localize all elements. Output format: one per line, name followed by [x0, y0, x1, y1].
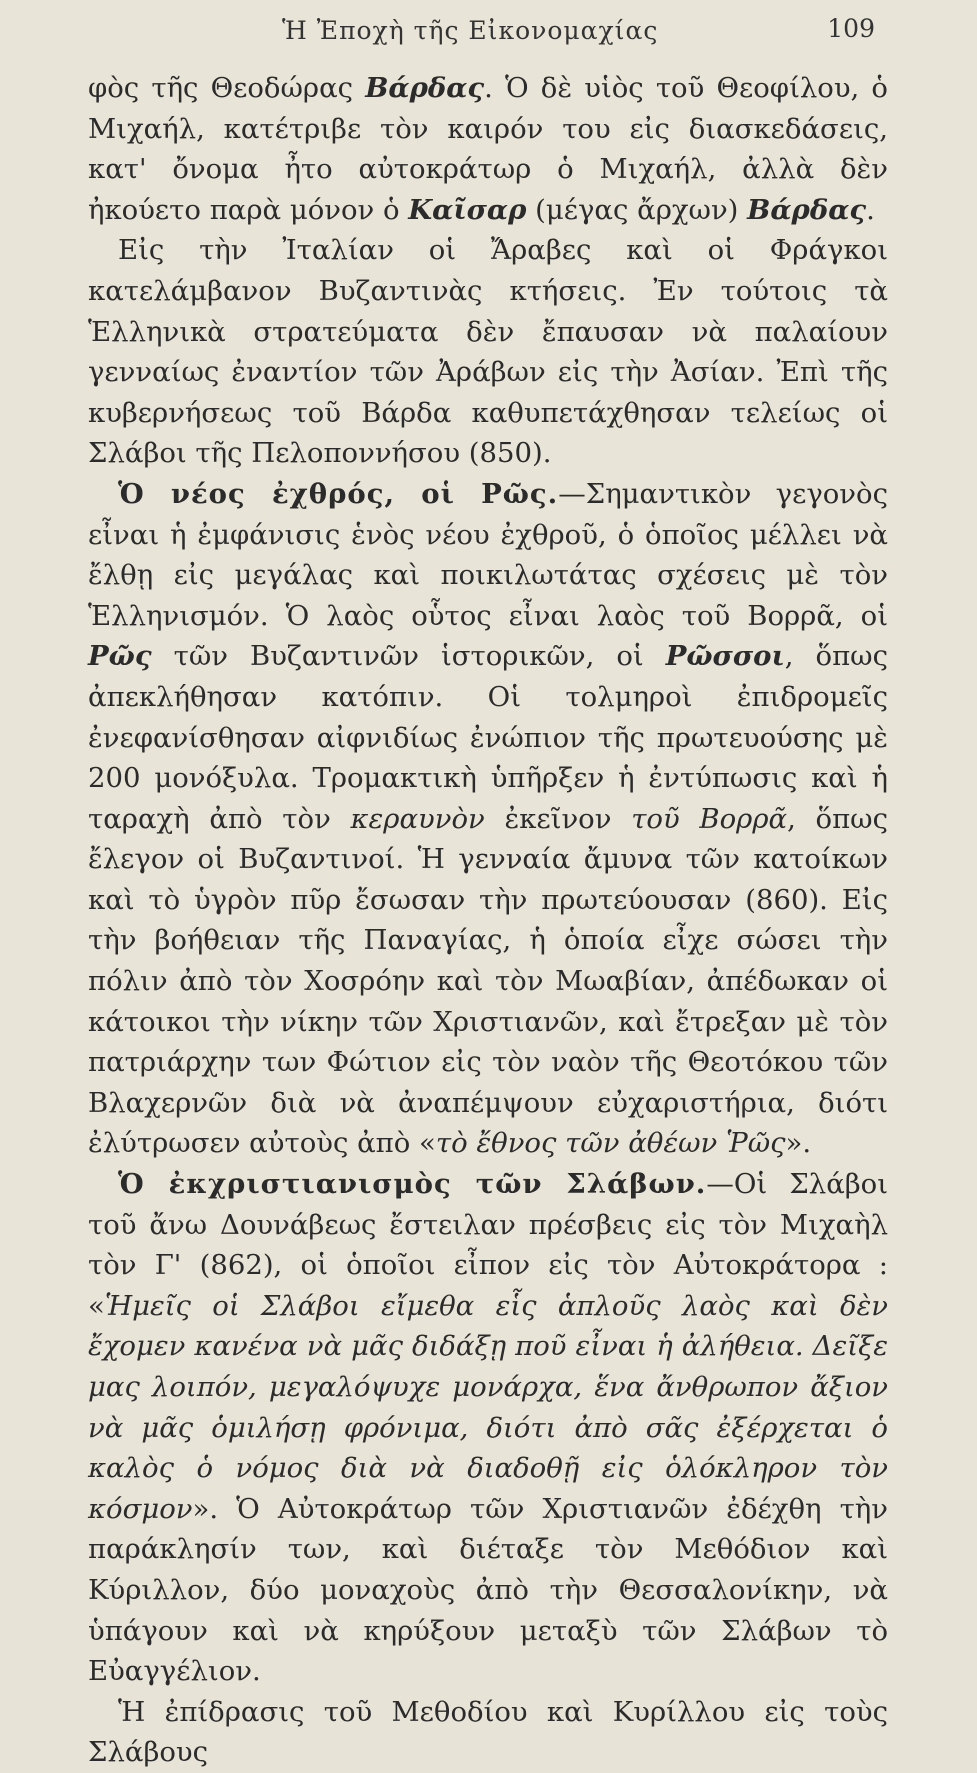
italic-phrase: τὸ ἔθνος τῶν ἀθέων Ῥῶς — [435, 1127, 786, 1160]
text-run: ». Ὁ Αὐτοκράτωρ τῶν Χριστιανῶν ἐδέχθη τὴν παράκλησίν των, καὶ διέταξε τὸν Μεθόδιον καὶ Κύριλλον, δύο μοναχοὺς ἀπὸ τὴν Θεσσαλονίκην, νὰ ὑπάγουν καὶ νὰ κηρύξουν μεταξὺ τῶν Σλάβων τὸ Εὐαγγέλιον. — [88, 1492, 888, 1688]
running-title: Ἡ Ἐποχὴ τῆς Εἰκονομαχίας — [282, 16, 659, 45]
italic-quote: Ἡμεῖς οἱ Σλάβοι εἴμεθα εἷς ἁπλοῦς λαὸς καὶ δὲν ἔχομεν κανένα νὰ μᾶς διδάξῃ ποῦ εἶναι ἡ ἀλήθεια. Δεῖξε μας λοιπόν, μεγαλόψυχε μονάρχα, ἕνα ἄνθρωπον ἄξιον νὰ μᾶς ὁμιλήσῃ φρόνιμα, διότι ἀπὸ σᾶς ἐξέρχεται ὁ καλὸς ὁ νόμος διὰ νὰ διαδοθῇ εἰς ὁλόκληρον τὸν κόσμον — [88, 1289, 888, 1525]
emphasis-name: Βάρδας — [365, 72, 485, 104]
emphasis-name: Βάρδας — [747, 193, 867, 226]
text-run: , ὅπως ἀπεκλήθησαν κατόπιν. Οἱ τολμηροὶ ἐπιδρομεῖς ἐνεφανίσθησαν αἰφνιδίως ἐνώπιον τῆς πρωτευούσης μὲ 200 μονόξυλα. Τρομακτικὴ ὑπῆρξεν ἡ ἐντύπωσις καὶ ἡ ταραχὴ ἀπὸ τὸν — [88, 640, 888, 835]
section-heading-slavs: Ὁ ἐκχριστιανισμὸς τῶν Σλάβων. — [118, 1168, 707, 1201]
italic-phrase: τοῦ Βορρᾶ — [631, 802, 788, 835]
italic-phrase: κεραυνὸν — [350, 802, 485, 835]
emphasis-name: Ρῶσσοι — [665, 640, 785, 673]
text-run: ». — [785, 1127, 812, 1160]
paragraph-rus — [88, 474, 888, 1164]
text-run: . — [866, 193, 875, 226]
paragraph-italy-asia: Εἰς τὴν Ἰταλίαν οἱ Ἄραβες καὶ οἱ Φράγκοι κατελάμβανον Βυζαντινὰς κτήσεις. Ἐν τούτοις τὰ Ἑλληνικὰ στρατεύματα δὲν ἔπαυσαν νὰ παλαίουν γενναίως ἐναντίον τῶν Ἀράβων εἰς τὴν Ἀσίαν. Ἐπὶ τῆς κυβερνήσεως τοῦ Βάρδα καθυπετάχθησαν τελείως οἱ Σλάβοι τῆς Πελοποννήσου (850). — [88, 234, 888, 470]
text-run: (μέγας ἄρχων) — [526, 193, 748, 226]
paragraph-vardas — [88, 68, 888, 230]
section-heading-rus: Ὁ νέος ἐχθρός, οἱ Ρῶς. — [118, 477, 559, 510]
paragraph-slavs — [88, 1164, 888, 1692]
text-run: . Ὁ δὲ υἱὸς τοῦ Θεοφίλου, ὁ Μιχαήλ, κατέτριβε τὸν καιρόν του εἰς διασκεδάσεις, κατ' ὄνομα ἦτο αὐτοκράτωρ ὁ Μιχαήλ, ἀλλὰ δὲν ἠκούετο παρὰ μόνον ὁ — [88, 72, 888, 226]
text-run: φὸς τῆς Θεοδώρας — [88, 72, 366, 104]
paragraph-influence: Ἡ ἐπίδρασις τοῦ Μεθοδίου καὶ Κυρίλλου εἰς τοὺς Σλάβους — [88, 1695, 888, 1769]
text-run: —Σημαντικὸν γεγονὸς εἶναι ἡ ἐμφάνισις ἑνὸς νέου ἐχθροῦ, ὁ ὁποῖος μέλλει νὰ ἔλθῃ εἰς μεγάλας καὶ ποικιλωτάτας σχέσεις μὲ τὸν Ἑλληνισμόν. Ὁ λαὸς οὗτος εἶναι λαὸς τοῦ Βορρᾶ, οἱ — [88, 477, 888, 632]
emphasis-name: Καῖσαρ — [408, 193, 527, 226]
emphasis-name: Ρῶς — [88, 640, 152, 673]
text-run: —Οἱ Σλάβοι τοῦ ἄνω Δουνάβεως ἔστειλαν πρέσβεις εἰς τὸν Μιχαὴλ τὸν Γ' (862), οἱ ὁποῖοι εἶπον εἰς τὸν Αὐτοκράτορα : « — [88, 1168, 888, 1322]
text-run: τῶν Βυζαντινῶν ἱστορικῶν, οἱ — [151, 640, 666, 673]
text-run: ἐκεῖνον — [484, 802, 632, 835]
text-run: , ὅπως ἔλεγον οἱ Βυζαντινοί. Ἡ γενναία ἄμυνα τῶν κατοίκων καὶ τὸ ὑγρὸν πῦρ ἔσωσαν τὴν πρωτεύουσαν (860). Εἰς τὴν βοήθειαν τῆς Παναγίας, ἡ ὁποία εἶχε σώσει τὴν πόλιν ἀπὸ τὸν Χοσρόην καὶ τὸν Μωαβίαν, ἀπέδωκαν οἱ κάτοικοι τὴν νίκην τῶν Χριστιανῶν, καὶ ἔτρεξαν μὲ τὸν πατριάρχην των Φώτιον εἰς τὸν ναὸν τῆς Θεοτόκου τῶν Βλαχερνῶν διὰ νὰ ἀναπέμψουν εὐχαριστήρια, διότι ἐλύτρωσεν αὐτοὺς ἀπὸ « — [88, 802, 888, 1160]
page-number: 109 — [827, 14, 875, 43]
page-header — [0, 4, 977, 54]
page-body — [88, 68, 888, 1773]
